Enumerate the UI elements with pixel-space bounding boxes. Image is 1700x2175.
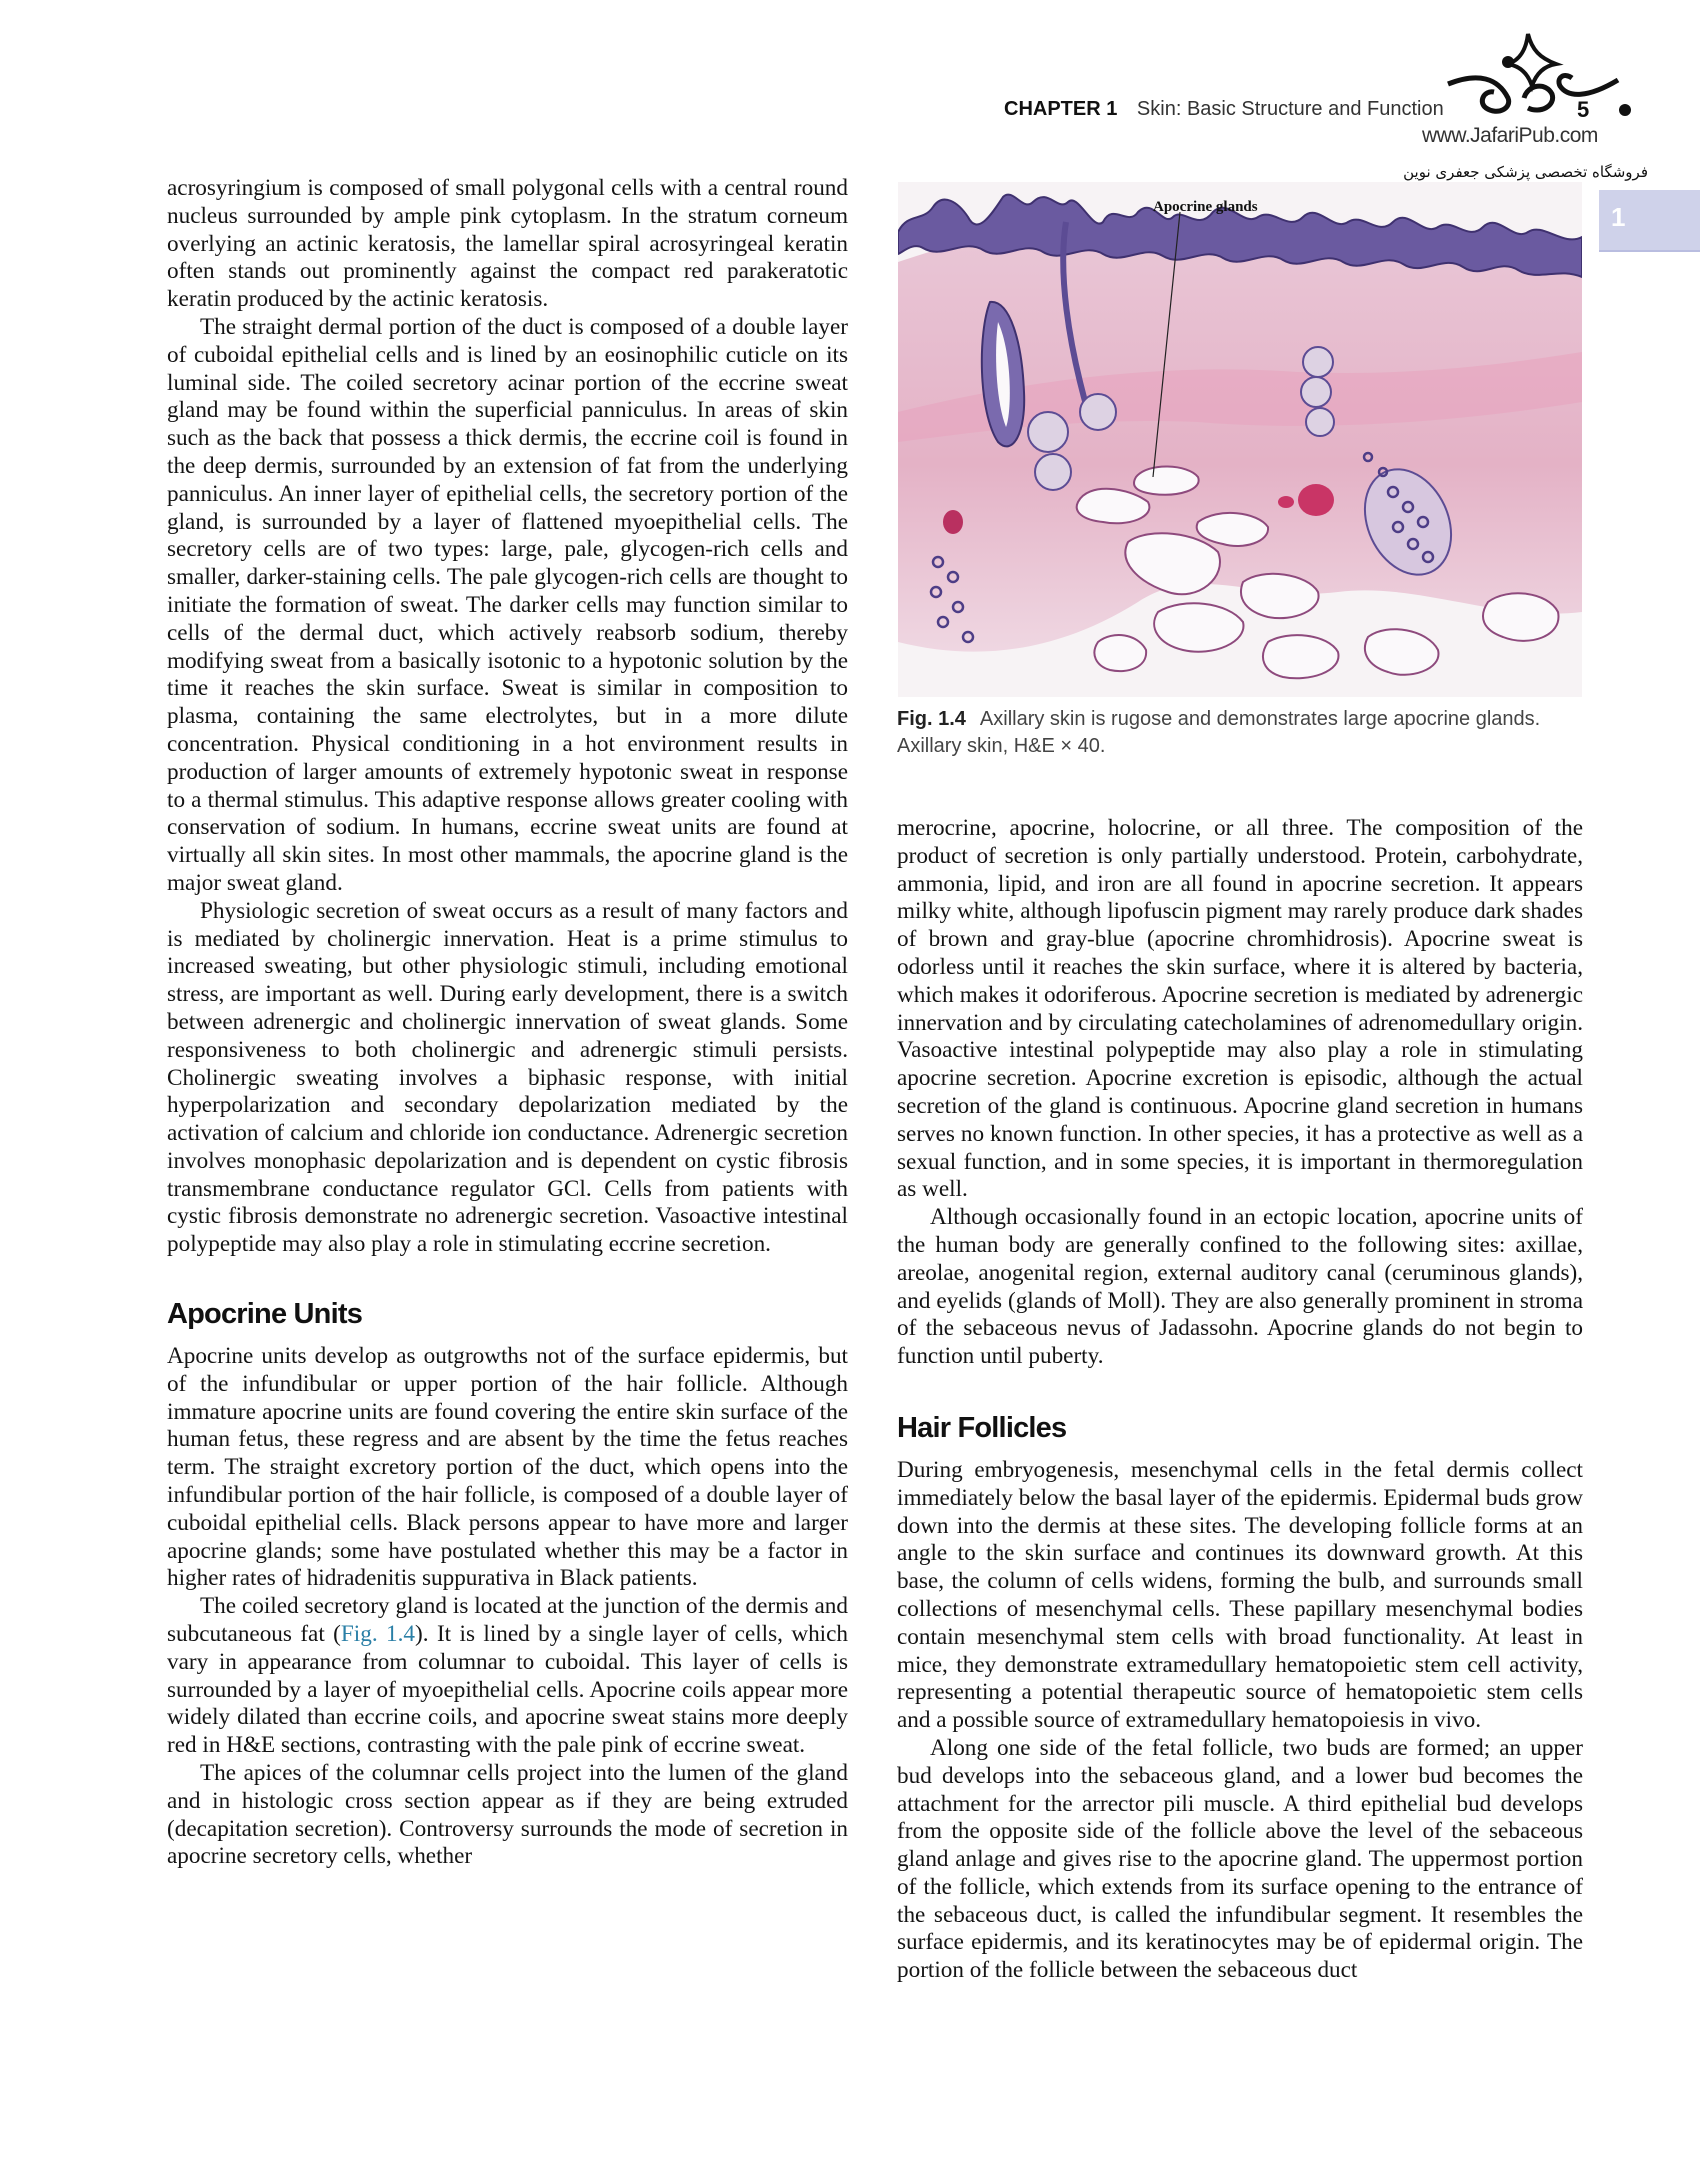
figure-caption-text: Axillary skin is rugose and demonstrates large apocrine glands. Axillary skin, H&E × 40. <box>897 708 1541 757</box>
left-column <box>167 175 848 1871</box>
publisher-tagline: فروشگاه تخصصی پزشکی جعفری نوین <box>1403 163 1648 181</box>
paragraph-text: The coiled secretory gland is located at the junction of the dermis and subcutaneous fat ( <box>167 1593 848 1648</box>
paragraph: The apices of the columnar cells project into the lumen of the gland and in histologic cross section appear as if they are being extruded (decapitation secretion). Controversy surrounds the mode of secretion in apocrine secretory cells, whether <box>167 1760 848 1870</box>
paragraph: Apocrine units develop as outgrowths not of the surface epidermis, but of the infundibular or upper portion of the hair follicle. Although immature apocrine units are found covering the entire skin surface of the human fetus, these regress and are absent by the time the fetus reaches term. The straight excretory portion of the duct, which opens into the infundibular portion of the hair follicle, is composed of a double layer of cuboidal epithelial cells. Black persons appear to have more and larger apocrine glands; some have postulated whether this may be a factor in higher rates of hidradenitis suppurativa in Black patients. <box>167 1343 848 1592</box>
paragraph <box>167 1593 848 1760</box>
figure-caption-label: Fig. 1.4 <box>897 708 966 730</box>
chapter-thumb-tab <box>1599 190 1700 252</box>
figure-reference-link[interactable]: Fig. 1.4 <box>340 1621 416 1648</box>
paragraph: Along one side of the fetal follicle, two buds are formed; an upper bud develops into the sebaceous gland, and a lower bud becomes the attachment for the arrector pili muscle. A third epithelial bud develops from the opposite side of the follicle above the level of the sebaceous gland anlage and gives rise to the apocrine gland. The uppermost portion of the follicle, which extends from its surface opening to the entrance of the sebaceous duct, is called the infundibular segment. It resembles the surface epidermis, and its keratinocytes may be of epidermal origin. The portion of the follicle between the sebaceous duct <box>897 1734 1583 1984</box>
right-column <box>897 815 1583 1985</box>
paragraph: The straight dermal portion of the duct is composed of a double layer of cuboidal epithelial cells and is lined by an eosinophilic cuticle on its luminal side. The coiled secretory acinar portion of the eccrine sweat gland may be found within the superficial panniculus. In areas of skin such as the back that possess a thick dermis, the eccrine coil is found in the deep dermis, surrounded by an extension of fat from the underlying panniculus. An inner layer of epithelial cells, the secretory portion of the gland, is surrounded by a layer of flattened myoepithelial cells. The secretory cells are of two types: large, pale, glycogen-rich cells and smaller, darker-staining cells. The pale glycogen-rich cells are thought to initiate the formation of sweat. The darker cells may function similar to cells of the dermal duct, which actively reabsorb sodium, thereby modifying sweat from a basically isotonic to a hypotonic solution by the time it reaches the skin surface. Sweat is similar in composition to plasma, containing the same electrolytes, but in a more dilute concentration. Physical conditioning in a hot environment results in production of larger amounts of extremely hypotonic sweat in response to a thermal stimulus. This adaptive response allows greater cooling with conservation of sodium. In humans, eccrine sweat units are found at virtually all skin sites. In most other mammals, the apocrine gland is the major sweat gland. <box>167 313 848 896</box>
publisher-url: www.JafariPub.com <box>1422 124 1598 147</box>
chapter-title: Skin: Basic Structure and Function <box>1136 98 1444 120</box>
section-heading-hair-follicles: Hair Follicles <box>897 1411 1067 1444</box>
figure-caption <box>897 706 1583 760</box>
paragraph: During embryogenesis, mesenchymal cells in the fetal dermis collect immediately below the basal layer of the epidermis. Epidermal buds grow down into the dermis at these sites. The developing follicle forms at an angle to the skin surface and continues its downward growth. At this base, the column of cells widens, forming the bulb, and surrounds small collections of mesenchymal cells. These papillary mesenchymal bodies contain mesenchymal stem cells with broad functionality. At least in mice, they demonstrate extramedullary hematopoietic stem cell activity, representing a potential therapeutic source of hematopoietic stem cells and a possible source of extramedullary hematopoiesis in vivo. <box>897 1456 1583 1734</box>
paragraph: merocrine, apocrine, holocrine, or all three. The composition of the product of secretion is only partially understood. Protein, carbohydrate, ammonia, lipid, and iron are all found in apocrine secretion. It appears milky white, although lipofuscin pigment may rarely produce dark shades of brown and gray-blue (apocrine chromhidrosis). Apocrine sweat is odorless until it reaches the skin surface, where it is altered by bacteria, which makes it odoriferous. Apocrine secretion is mediated by adrenergic innervation and by circulating catecholamines of adrenomedullary origin. Vasoactive intestinal polypeptide may also play a role in stimulating apocrine secretion. Apocrine excretion is episodic, although the actual secretion of the gland is continuous. Apocrine gland secretion in humans serves no known function. In other species, it has a protective as well as a sexual function, and in some species, it is important in thermoregulation as well. <box>897 815 1583 1203</box>
section-heading-apocrine-units: Apocrine Units <box>167 1298 363 1331</box>
paragraph: acrosyringium is composed of small polygonal cells with a central round nucleus surrounded by ample pink cytoplasm. In the stratum corneum overlying an actinic keratosis, the lamellar spiral acrosyringeal keratin often stands out prominently against the compact red parakeratotic keratin produced by the actinic keratosis. <box>167 175 848 313</box>
paragraph: Although occasionally found in an ectopic location, apocrine units of the human body are generally confined to the following sites: axillae, areolae, anogenital region, external auditory canal (ceruminous glands), and eyelids (glands of Moll). They are also generally prominent in stroma of the sebaceous nevus of Jadassohn. Apocrine glands do not begin to function until puberty. <box>897 1204 1583 1370</box>
chapter-label: CHAPTER 1 <box>1004 98 1118 120</box>
publisher-logo-icon <box>1428 28 1638 118</box>
figure-histology-image <box>898 182 1582 697</box>
page-number: 5 <box>1577 97 1590 122</box>
chapter-tab-number: 1 <box>1611 202 1626 232</box>
paragraph: Physiologic secretion of sweat occurs as a result of many factors and is mediated by cholinergic innervation. Heat is a prime stimulus to increased sweating, but other physiologic stimuli, including emotional stress, are important as well. During early development, there is a switch between adrenergic and cholinergic innervation of sweat glands. Some responsiveness to both cholinergic and adrenergic stimuli persists. Cholinergic sweating involves a biphasic response, with initial hyperpolarization and secondary depolarization mediated by the activation of calcium and chloride ion conductance. Adrenergic secretion involves monophasic depolarization and is dependent on cystic fibrosis transmembrane conductance regulator GCl. Cells from patients with cystic fibrosis demonstrate no adrenergic secretion. Vasoactive intestinal polypeptide may also play a role in stimulating eccrine secretion. <box>167 897 848 1258</box>
running-header <box>1004 98 1444 121</box>
paragraph-text: ). It is lined by a single layer of cells, which vary in appearance from columnar to cuboidal. This layer of cells is surrounded by a layer of myoepithelial cells. Apocrine coils appear more widely dilated than eccrine coils, and apocrine sweat stains more deeply red in H&E sections, contrasting with the pale pink of eccrine sweat. <box>167 1621 848 1759</box>
figure-label: Apocrine glands <box>1153 199 1258 215</box>
he-stained-skin-micrograph-icon <box>898 182 1582 697</box>
